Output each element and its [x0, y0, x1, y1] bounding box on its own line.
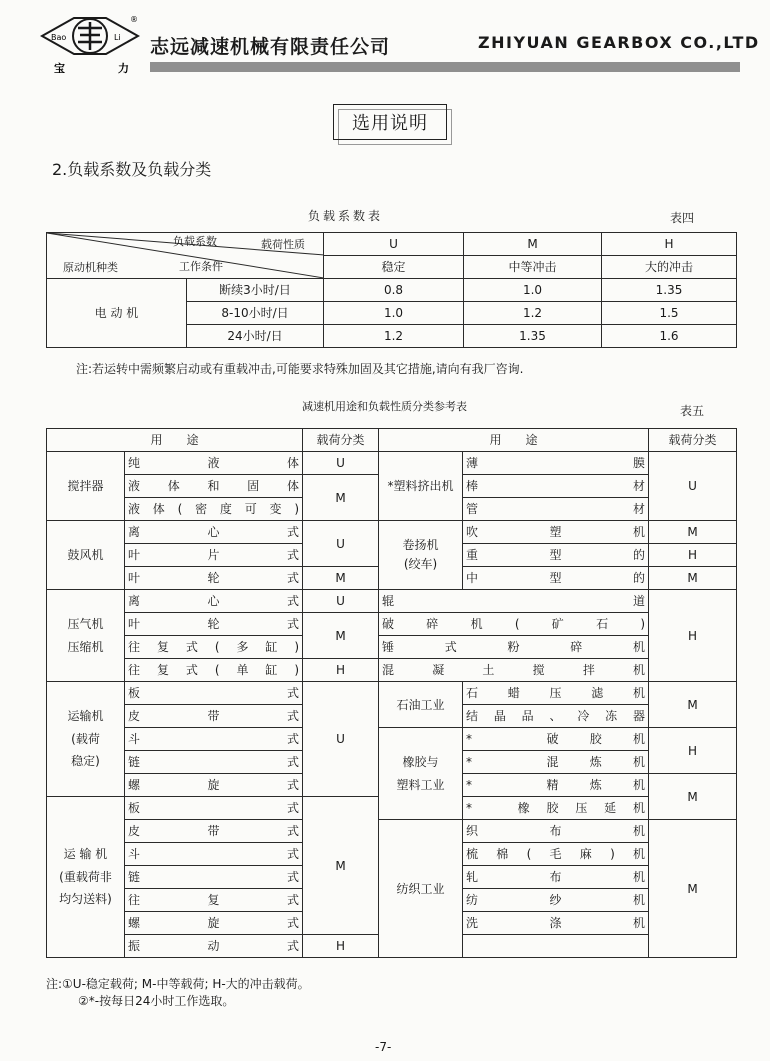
company-name-en: ZHIYUAN GEARBOX CO.,LTD: [478, 33, 760, 52]
use-item: 棒材: [463, 475, 649, 498]
conveyor-steady-line3: 稳定): [71, 754, 100, 769]
rubber-line2: 塑料工业: [396, 777, 445, 792]
use-item: 薄膜: [463, 452, 649, 475]
use-item: 吹塑机: [463, 521, 649, 544]
empty-cell: [463, 935, 649, 958]
use-item: 锤式粉碎机: [379, 636, 649, 659]
use-item: 板式: [125, 682, 303, 705]
use-item: 叶片式: [125, 544, 303, 567]
table4-note: 注:若运转中需频繁启动或有重载冲击,可能要求特殊加固及其它措施,请向有我厂咨询.: [76, 362, 524, 376]
col-m-desc: 中等冲击: [464, 256, 602, 279]
use-item: 皮带式: [125, 705, 303, 728]
table-cell: 断续3小时/日: [187, 279, 324, 302]
rubber-line1: 橡胶与: [402, 754, 439, 769]
use-item: 振动式: [125, 935, 303, 958]
hoist-line1: 卷扬机: [402, 537, 439, 552]
group-conveyor-steady: [47, 682, 125, 797]
use-item: 链式: [125, 866, 303, 889]
group-hoist: [379, 521, 463, 590]
use-item: 斗式: [125, 843, 303, 866]
use-item: 离心式: [125, 521, 303, 544]
table-cell: 1.0: [464, 279, 602, 302]
load-class: H: [303, 659, 379, 682]
use-item: 板式: [125, 797, 303, 820]
table-cell: 1.2: [464, 302, 602, 325]
group-compressor: [47, 590, 125, 682]
header-rule: [150, 62, 740, 72]
use-item: 往复式: [125, 889, 303, 912]
use-item: * 精炼机: [463, 774, 649, 797]
col-h-desc: 大的冲击: [602, 256, 737, 279]
use-item: 纺纱机: [463, 889, 649, 912]
use-item: 中型的: [463, 567, 649, 590]
load-class: M: [303, 613, 379, 659]
use-item: 纯液体: [125, 452, 303, 475]
table-cell: 24小时/日: [187, 325, 324, 348]
use-item: 结晶品、冷冻器: [463, 705, 649, 728]
svg-text:Li: Li: [114, 33, 121, 42]
col-u-desc: 稳定: [324, 256, 464, 279]
compressor-line2: 压缩机: [67, 639, 104, 654]
use-item: * 破胶机: [463, 728, 649, 751]
use-item: 织布机: [463, 820, 649, 843]
use-item: 洗涤机: [463, 912, 649, 935]
load-class: U: [303, 590, 379, 613]
use-item: 螺旋式: [125, 774, 303, 797]
load-class: U: [303, 521, 379, 567]
table-cell: 1.35: [464, 325, 602, 348]
table4-title: 负载系数表: [308, 209, 384, 223]
svg-text:力: 力: [118, 62, 129, 75]
table5-title: 减速机用途和负载性质分类参考表: [302, 400, 467, 413]
page-number: -7-: [375, 1040, 392, 1054]
col-m-code: M: [464, 233, 602, 256]
svg-text:Bao: Bao: [51, 33, 67, 42]
load-class: H: [303, 935, 379, 958]
load-class: H: [649, 728, 737, 774]
load-factor-label: 负载系数: [173, 235, 217, 248]
load-class: H: [649, 590, 737, 682]
use-item: 混凝土搅拌机: [379, 659, 649, 682]
group-petroleum: 石油工业: [379, 682, 463, 728]
use-item: 斗式: [125, 728, 303, 751]
hdr-use-left: 用 途: [47, 429, 303, 452]
load-class: M: [649, 567, 737, 590]
svg-text:®: ®: [130, 15, 138, 24]
use-item: * 橡胶压延机: [463, 797, 649, 820]
table-cell: 8-10小时/日: [187, 302, 324, 325]
load-factor-table: [46, 232, 737, 348]
use-item: 液体和固体: [125, 475, 303, 498]
col-h-code: H: [602, 233, 737, 256]
conveyor-heavy-line2: (重载荷非: [59, 869, 112, 884]
load-class: M: [303, 797, 379, 935]
load-class: M: [649, 682, 737, 728]
use-item: * 混炼机: [463, 751, 649, 774]
use-item: 梳棉(毛麻)机: [463, 843, 649, 866]
group-textile: 纺织工业: [379, 820, 463, 958]
load-nature-label: 载荷性质: [261, 238, 305, 251]
group-mixer: 搅拌器: [47, 452, 125, 521]
col-u-code: U: [324, 233, 464, 256]
load-class: M: [303, 475, 379, 521]
table-cell: 1.5: [602, 302, 737, 325]
load-class: U: [303, 452, 379, 475]
compressor-line1: 压气机: [67, 616, 104, 631]
use-item: 叶轮式: [125, 567, 303, 590]
table-cell: 1.6: [602, 325, 737, 348]
company-logo: [40, 14, 140, 76]
table-cell: 1.0: [324, 302, 464, 325]
use-item: 轧布机: [463, 866, 649, 889]
use-item: 螺旋式: [125, 912, 303, 935]
use-item: 重型的: [463, 544, 649, 567]
use-item: 往复式(多缸): [125, 636, 303, 659]
table4-diagonal-header: [47, 233, 324, 279]
driver-electric-motor: 电 动 机: [47, 279, 187, 348]
hdr-load-right: 载荷分类: [649, 429, 737, 452]
use-item: 叶轮式: [125, 613, 303, 636]
company-name-cn: 志远减速机械有限责任公司: [150, 36, 391, 58]
svg-text:宝: 宝: [54, 62, 65, 75]
group-plastic-extruder: *塑料挤出机: [379, 452, 463, 521]
load-class: U: [303, 682, 379, 797]
use-item: 辊道: [379, 590, 649, 613]
section-heading: 2.负载系数及负载分类: [52, 160, 212, 179]
use-item: 链式: [125, 751, 303, 774]
conveyor-steady-line1: 运输机: [67, 708, 104, 723]
group-conveyor-heavy: [47, 797, 125, 958]
conveyor-heavy-line1: 运 输 机: [63, 846, 108, 861]
work-condition-label: 工作条件: [179, 260, 223, 273]
load-class: M: [303, 567, 379, 590]
footnote-1: 注:①U-稳定载荷; M-中等载荷; H-大的冲击载荷。: [46, 977, 310, 991]
load-class: M: [649, 774, 737, 820]
driver-type-label: 原动机种类: [63, 261, 118, 274]
conveyor-steady-line2: (载荷: [71, 731, 100, 746]
conveyor-heavy-line3: 均匀送料): [59, 892, 112, 907]
load-class: M: [649, 820, 737, 958]
use-item: 石蜡压滤机: [463, 682, 649, 705]
table-cell: 1.2: [324, 325, 464, 348]
group-blower: 鼓风机: [47, 521, 125, 590]
use-item: 离心式: [125, 590, 303, 613]
table4-number: 表四: [670, 211, 695, 225]
use-item: 液体(密度可变): [125, 498, 303, 521]
table5-number: 表五: [680, 404, 705, 418]
load-class: H: [649, 544, 737, 567]
hdr-load-left: 载荷分类: [303, 429, 379, 452]
use-item: 皮带式: [125, 820, 303, 843]
hoist-line2: (绞车): [403, 557, 438, 571]
group-rubber-plastic: [379, 728, 463, 820]
load-class: M: [649, 521, 737, 544]
use-item: 管材: [463, 498, 649, 521]
table-cell: 0.8: [324, 279, 464, 302]
table-cell: 1.35: [602, 279, 737, 302]
usage-load-table: [46, 428, 737, 958]
use-item: 往复式(单缸): [125, 659, 303, 682]
section-title: 选用说明: [333, 104, 447, 140]
footnote-2: ②*-按每日24小时工作选取。: [78, 994, 235, 1008]
hdr-use-right: 用 途: [379, 429, 649, 452]
load-class: U: [649, 452, 737, 521]
use-item: 破碎机(矿石): [379, 613, 649, 636]
